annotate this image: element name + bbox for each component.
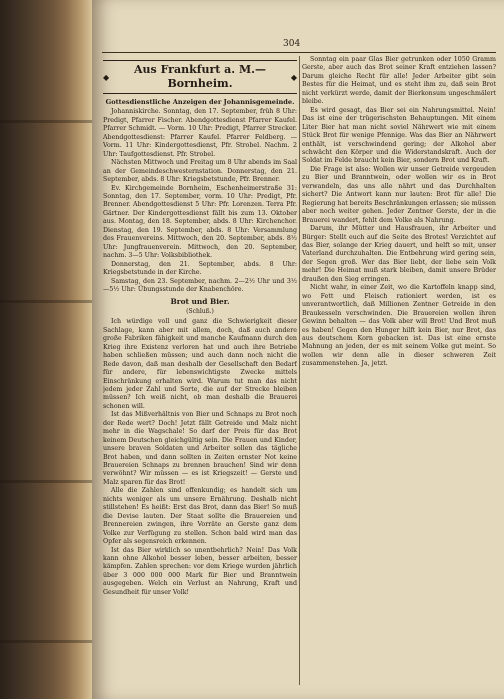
article-paragraph: Ist das Bier wirklich so unentbehrlich? Nein! Das Volk kann ohne Alkohol besser leben, besser arbeiten, besser kämpfen. Zahlen sprechen: vor dem Kriege wurden jährlich über 3 000 000 000 Mark für Bier und Branntwein ausgegeben. Welch ein Verlust an Nahrung, Kraft und Gesundheit für unser Volk! <box>103 546 297 596</box>
article-paragraph: Die Frage ist also: Wollen wir unser Getreide vergeuden zu Bier und Branntwein, oder wollen wir es in Brot verwandeln, das uns alle nährt und das Durchhalten sichert? Die Antwort kann nur lauten: Brot für alle! Die Regierung hat bereits Beschränkungen erlassen; sie müssen aber noch weiter gehen. Jeder Zentner Gerste, der in die Brauerei wandert, fehlt dem Volke als Nahrung. <box>302 165 496 224</box>
section-headline <box>103 60 297 94</box>
notice-paragraph: Samstag, den 23. September, nachm. 2—2½ Uhr und 3½—5½ Uhr: Übungsstunde der Knabenchöre. <box>103 277 297 293</box>
article-paragraph: Darum, ihr Mütter und Hausfrauen, ihr Arbeiter und Bürger: Stellt euch auf die Seite des Brotes! Verzichtet auf das Bier, solange der Krieg dauert, und helft so mit, unser Vaterland durchzuhalten. Die Entbehrung wird gering sein, der Segen groß. Wer das Bier liebt, der liebe sein Volk mehr! Die Heimat muß stark bleiben, damit unsere Brüder draußen den Sieg erringen. <box>302 225 496 283</box>
left-column <box>103 56 297 687</box>
book-spine <box>0 0 92 699</box>
newspaper-page <box>92 0 504 699</box>
notice-paragraph: Johanniskirche. Sonntag, den 17. September, früh 8 Uhr: Predigt, Pfarrer Fischer. Abendgottesdienst Pfarrer Kaufel. Pfarrer Schmidt. — Vorm. 10 Uhr: Predigt, Pfarrer Strecker. Abendgottesdienst: Pfarrer Kaufel. Pfarrer Feldberg. — Vorm. 11 Uhr: Kindergottesdienst, Pfr. Strobel. Nachm. 2 Uhr: Taufgottesdienst. Pfr. Strobel. <box>103 108 297 158</box>
article-paragraph: Ist das Mißverhältnis von Bier und Schnaps zu Brot noch der Rede wert? Doch! Jetzt fällt Getreide und Malz nicht mehr in die Wagschale! So darf der Preis für das Brot keinem Deutschen gleichgültig sein. Die Frauen und Kinder, unsere braven Soldaten und Arbeiter sollen das tägliche Brot haben, und dann sollten in Zeiten ernster Not keine Brauereien Schnaps zu brennen brauchen! Sind wir denn verwöhnt? Wir müssen — es ist Kriegszeit! — Gerste und Malz sparen für das Brot! <box>103 411 297 486</box>
article-title: Brot und Bier. <box>170 297 230 307</box>
article-paragraph: Nicht wahr, in einer Zeit, wo die Kartoffeln knapp sind, wo Fett und Fleisch rationiert werden, ist es unverantwortlich, daß Millionen Zentner Getreide in den Braukesseln verschwinden. Die Brauereien wollen ihren Gewinn behalten — das Volk aber will Brot! Und Brot muß es haben! Gegen den Hunger hilft kein Bier, nur Brot, das aus deutschem Korn gebacken ist. Das ist eine ernste Mahnung an jeden, der es mit seinem Volke gut meint. So wollen wir denn alle in dieser schweren Zeit zusammenstehen. Ja, jetzt. <box>302 284 496 368</box>
article-paragraph: Ich würdige voll und ganz die Schwierigkeit dieser Sachlage, kann aber mit allem, doch, daß auch andere große Fabriken fähigkeit und manche Kaufmann durch den Krieg ihre Existenz verloren hat und auch ihre Betriebe haben schließen müssen; und auch dann noch nicht die Rede davon, daß man deshalb der Gesellschaft den Bedarf für andere, für lebenswichtigste Zwecke mittels Einschränkung erhalten wird. Warum tut man das nicht jedem jeder Zahl und Sorte, die auf der Strecke bleiben müssen? Ich weiß nicht, ob man deshalb die Brauerei schonen will. <box>103 318 297 410</box>
article-note: (Schluß.) <box>186 307 214 315</box>
notice-paragraph: Ev. Kirchgemeinde Bornheim, Eschenheimerstraße 31: Sonntag, den 17. September, vorm. 10 Uhr: Predigt, Pfr. Brenner. Abendgottesdienst 5 Uhr: Pfr. Lorenzen. Terra Pfr. Gärtner. Der Kindergottesdienst fällt bis zum 13. Oktober aus. Montag, den 18. September, abds. 8 Uhr: Kirchenchor. Dienstag, den 19. September, abds. 8 Uhr: Versammlung des Frauenvereins. Mittwoch, den 20. September, abds. 8½ Uhr: Jungfrauenverein. Mittwoch, den 20. September, nachm. 3—5 Uhr: Volksbibliothek. <box>103 184 297 260</box>
article-paragraph: Alle die Zahlen sind offenkundig; es handelt sich um nichts weniger als um unsere Ernährung. Deshalb nicht stillstehen! Es heißt: Erst das Brot, dann das Bier! So muß die Devise lauten. Der Staat sollte die Brauereien und Brennereien zwingen, ihre Vorräte an Gerste ganz dem Volke zur Verfügung zu stellen. Schon bald wird man das Opfer als segensreich erkennen. <box>103 487 297 546</box>
notice-paragraph: Nächsten Mittwoch und Freitag um 8 Uhr abends im Saal an der Gemeindeschwesternstation. Donnerstag, den 21. September, abds. 8 Uhr: Kriegsbetstunde, Pfr. Brenner. <box>103 159 297 184</box>
headline-text: Aus Frankfurt a. M.—Bornheim. <box>134 63 266 90</box>
notice-paragraph: Donnerstag, den 21. September, abds. 8 Uhr: Kriegsbetstunde in der Kirche. <box>103 260 297 277</box>
article-paragraph: Es wird gesagt, das Bier sei ein Nahrungsmittel. Nein! Das ist eine der trügerischsten Behauptungen. Mit einem Liter Bier hat man nicht soviel Nährwert wie mit einem Stück Brot für wenige Pfennige. Was das Bier an Nährwert enthält, ist verschwindend gering; der Alkohol aber schwächt den Körper und die Widerstandskraft. Auch der Soldat im Felde braucht kein Bier, sondern Brot und Kraft. <box>302 106 496 165</box>
page-number: 304 <box>283 39 301 49</box>
notice-title: Gottesdienstliche Anzeigen der Johannisgemeinde. <box>105 98 295 106</box>
right-column <box>302 56 496 687</box>
column-divider <box>299 56 300 685</box>
top-rule <box>102 52 496 53</box>
ornament-icon: ◆ <box>290 72 297 82</box>
article-paragraph: Sonntag ein paar Glas Bier getrunken oder 1050 Gramm Gerste, aber auch das Brot seiner Kraft entziehen lassen? Darum gleiche Recht für alle! Jeder Arbeiter gibt sein Bestes für die Heimat, und es steht ihm zu, daß sein Brot nicht verkürzt werde, damit der Bierkonsum ungeschmälert bleibe. <box>302 56 496 106</box>
ornament-icon: ◆ <box>103 72 110 82</box>
